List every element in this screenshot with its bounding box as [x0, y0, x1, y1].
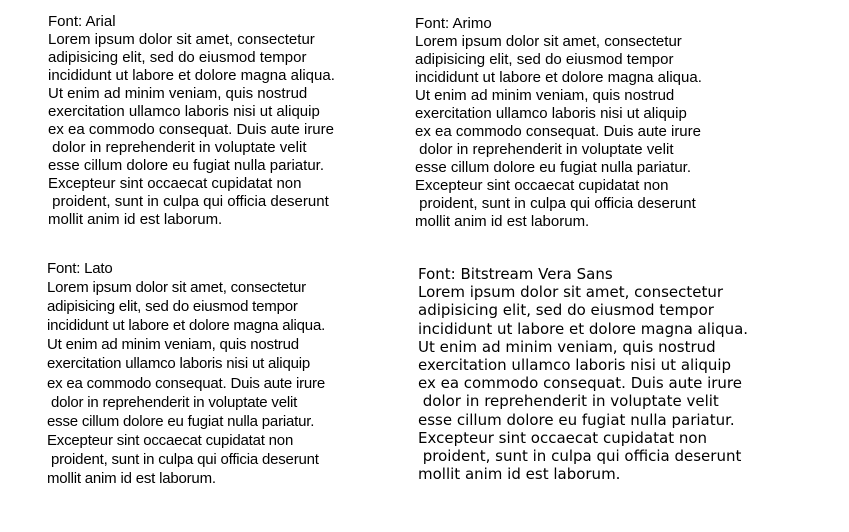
- text-line: Excepteur sint occaecat cupidatat non: [418, 428, 708, 447]
- text-line: Excepteur sint occaecat cupidatat non: [415, 177, 669, 194]
- sample-paragraph: [418, 283, 748, 483]
- font-label: Font: Arial: [48, 13, 116, 30]
- text-line: exercitation ullamco laboris nisi ut aliquip: [418, 356, 732, 375]
- text-line: mollit anim id est laborum.: [415, 213, 590, 230]
- text-line: proident, sunt in culpa qui officia deserunt: [415, 195, 696, 212]
- text-line: exercitation ullamco laboris nisi ut aliquip: [48, 103, 320, 120]
- text-line: esse cillum dolore eu fugiat nulla pariatur.: [48, 157, 324, 174]
- font-label: Font: Bitstream Vera Sans: [418, 265, 613, 283]
- sample-paragraph: [47, 278, 325, 488]
- text-line: proident, sunt in culpa qui officia deserunt: [47, 450, 319, 468]
- text-line: incididunt ut labore et dolore magna aliqua.: [415, 69, 702, 86]
- text-line: proident, sunt in culpa qui officia deserunt: [418, 447, 742, 466]
- text-line: ex ea commodo consequat. Duis aute irure: [48, 121, 334, 138]
- text-line: mollit anim id est laborum.: [418, 465, 621, 484]
- text-line: mollit anim id est laborum.: [48, 211, 223, 228]
- text-line: adipisicing elit, sed do eiusmod tempor: [418, 301, 714, 320]
- font-label: Font: Lato: [47, 260, 113, 277]
- font-sample-lato: [47, 259, 325, 488]
- text-line: dolor in reprehenderit in voluptate velit: [47, 393, 298, 411]
- text-line: adipisicing elit, sed do eiusmod tempor: [47, 298, 298, 316]
- text-line: incididunt ut labore et dolore magna aliqua.: [418, 319, 749, 338]
- text-line: dolor in reprehenderit in voluptate velit: [415, 141, 674, 158]
- text-line: Ut enim ad minim veniam, quis nostrud: [415, 87, 675, 104]
- text-line: esse cillum dolore eu fugiat nulla pariatur.: [418, 410, 735, 429]
- text-line: ex ea commodo consequat. Duis aute irure: [415, 123, 701, 140]
- text-line: proident, sunt in culpa qui officia deserunt: [48, 193, 329, 210]
- font-sample-arimo: [415, 15, 702, 231]
- text-line: Ut enim ad minim veniam, quis nostrud: [418, 337, 716, 356]
- text-line: esse cillum dolore eu fugiat nulla pariatur.: [47, 412, 315, 430]
- text-line: Excepteur sint occaecat cupidatat non: [47, 431, 294, 449]
- text-line: esse cillum dolore eu fugiat nulla pariatur.: [415, 159, 691, 176]
- text-line: exercitation ullamco laboris nisi ut aliquip: [47, 355, 311, 373]
- sample-paragraph: [415, 33, 702, 231]
- text-line: Ut enim ad minim veniam, quis nostrud: [47, 336, 299, 354]
- text-line: ex ea commodo consequat. Duis aute irure: [47, 374, 325, 392]
- font-sample-arial: [48, 13, 335, 229]
- text-line: Ut enim ad minim veniam, quis nostrud: [48, 85, 308, 102]
- text-line: dolor in reprehenderit in voluptate velit: [48, 139, 307, 156]
- text-line: dolor in reprehenderit in voluptate velit: [418, 392, 719, 411]
- text-line: exercitation ullamco laboris nisi ut aliquip: [415, 105, 687, 122]
- text-line: ex ea commodo consequat. Duis aute irure: [418, 374, 742, 393]
- sample-paragraph: [48, 31, 335, 229]
- text-line: adipisicing elit, sed do eiusmod tempor: [48, 49, 307, 66]
- text-line: incididunt ut labore et dolore magna aliqua.: [47, 317, 326, 335]
- font-sample-bitstream-vera-sans: [418, 265, 748, 483]
- text-line: Lorem ipsum dolor sit amet, consectetur: [415, 33, 682, 50]
- font-label: Font: Arimo: [415, 15, 492, 32]
- text-line: Lorem ipsum dolor sit amet, consectetur: [418, 283, 724, 302]
- text-line: Excepteur sint occaecat cupidatat non: [48, 175, 302, 192]
- text-line: Lorem ipsum dolor sit amet, consectetur: [48, 31, 315, 48]
- text-line: incididunt ut labore et dolore magna aliqua.: [48, 67, 335, 84]
- text-line: adipisicing elit, sed do eiusmod tempor: [415, 51, 674, 68]
- text-line: mollit anim id est laborum.: [47, 470, 216, 488]
- text-line: Lorem ipsum dolor sit amet, consectetur: [47, 279, 306, 297]
